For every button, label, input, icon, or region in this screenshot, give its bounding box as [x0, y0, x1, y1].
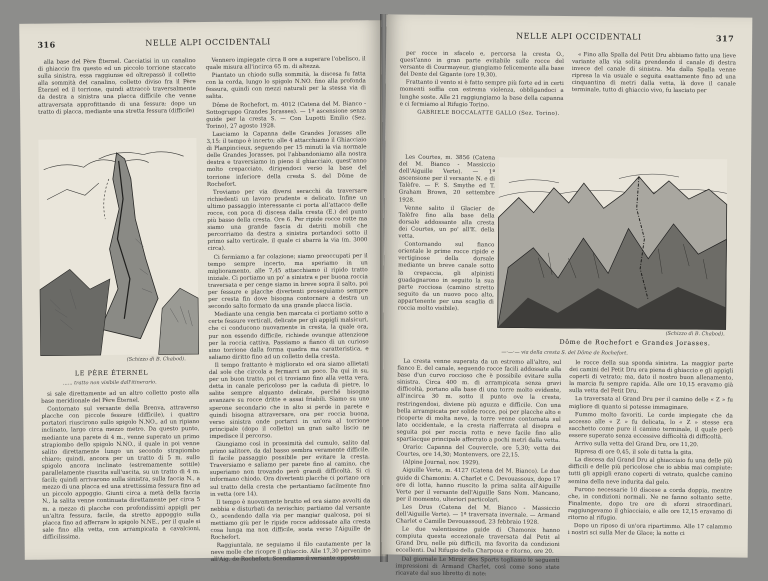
right-col2-top: [572, 52, 736, 97]
paragraph: La traversata al Grand Dru per il camino delle « Z » fu migliore di quanto si potesse immaginare.: [568, 396, 734, 411]
paragraph: Arrivo sulla vetta del Grand Dru, ore 11,20.: [574, 441, 699, 449]
left-figure-subtitle: ...... tratto non visibile dall'itinerario.: [62, 379, 157, 387]
paragraph: Les Courtes, m. 3856 (Catena del M. Bianco - Massiccio dell'Aiguille Verte). — 1ª ascensione per il versante N. e di Talèfre. — F. S. Smythe ed T. Graham Brown, 20 settembre 1928.: [398, 154, 496, 204]
paragraph: Aiguille Verte, m. 4127 (Catena del M. Bianco). Le due guide di Chamonix: A. Charlet e C. Devouassoux, dopo 17 ore di lotta, hanno riuscito la prima salita all'Aiguille Verte per il versante dell'Aiguille Sans Nom. Mancano, per il momento, ulteriori particolari.: [396, 467, 561, 504]
right-page-number: 317: [715, 33, 735, 44]
paragraph: Il tempo frattanto è migliorato ed ora siamo allietati dal sole che circola a fermarci un poco. Da qui in su, per un buon tratto, poi ci troviamo fino alla vetta vera, detta in canale pericoloso per la caduta di pietre, lo salite sempre alquanto delicate, perché bisogna avanzare su rocce dritte e assai friabili. Siamo su uno sperone secondario che in alto si perde in parete e quindi bisogna attraversare, ora per roccia buona, verso sinistra onde portarci in un'ora al torrione principale (dopo il colletto) un gran salto liscio ne impedisce il percorso.: [208, 361, 370, 440]
left-col1-bottom: [41, 390, 201, 543]
right-col1-narrow: [398, 155, 495, 315]
paragraph: si sale direttamente ad un altro colletto posto alla base meridionale del Père Éternel.: [41, 390, 200, 405]
paragraph: « Fino alla Spalla del Petit Dru abbiamo fatto una lieve variante alla via solita prendendo il canale di destra invece del canale di sinistra. Ma dalla Spalla venne ripresa la via usuale e seguita esattamente fino ad una cinquantina di metri dalla vetta, là dove il canale terminale, tutto di ghiaccio vivo, fu lasciato per: [571, 52, 737, 95]
paragraph: Fummo molto favoriti. Le corde impiegate che da accesso alle « Z » fu delicata, lo « Z » stesse era sacchetto come pure il camino terminale, il quale però essere superato senza eccessive difficoltà di difficoltà.: [568, 411, 733, 441]
right-col2-bottom: [568, 360, 734, 540]
left-page-number: 316: [37, 39, 56, 50]
paragraph: Contornando sul fianco orientale le prime rocce ripide e vertiginose della dorsale mediante un breve canale sotto la crepaccia, gli alpinisti guadagnarono in seguito la sua parte rocciosa (camino stretto seguito da un nuovo poco alto, appartenente per una scaglia di roccia molto visibile).: [397, 241, 495, 313]
paragraph: Raggiuntala, ne seguiamo il filo cautamente per la neve molle che ricopre il ghiaccio. Alle 17,30 pervenimo all'Aig. de Rochefort. Scendiamo il versante opposto: [210, 541, 371, 564]
paragraph: Troviamo per via diversi seracchi da traversare richiedenti un lavoro prudente e delicato. Infine un ultimo passaggio interessante ci porta all'attacco delle rocce, con poca di discesa dalla cresta (E.) del punto più basso della cresta. Ore 6. Per ripide rocce rotte ma siamo una grande fascia di detriti mobili che percorriamo da destra a sinistra portandoci sotto il primo salto verticale, il quale ci sbarra la via (m. 3000 circa).: [207, 187, 368, 253]
pere-eternel-sketch: [38, 138, 198, 356]
paragraph: alla base del Père Éternel. Cacciatisi in un canalino di ghiaccio fra questo ed un piccolo torrione staccato sulla sinistra, essa raggiunse ed oltrepassò il colletto alla sommità del canalino, colletto diviso fra il Père Éternel ed il torrione, quindi attraccò traversalmente da destra a sinistra una placca difficile che venne attraversata approfittando di una fessura: dopo un tratto di placca, mediante una stretta fessura (difficile): [37, 58, 197, 116]
paragraph: per rocce in sfacelo e, percorsa la cresta O., quest'anno in gran parte evitabile sulle rocce del versante di Courmayeur, giungiamo felicemente alla base del Dente del Gigante (ore 19,30).: [399, 50, 565, 79]
mountain-sketch-icon: [38, 138, 198, 356]
dome-de-rochefort-sketch: [498, 157, 727, 329]
left-figure-title: LE PÈRE ÉTERNEL: [74, 368, 149, 378]
paragraph: Ripresa di ore 0,45, il sole di tutta la gita.: [574, 449, 694, 457]
right-running-head: NELLE ALPI OCCIDENTALI: [516, 31, 642, 42]
paragraph: Mediante una cengia ben marcata ci portiamo sotto a certe fessure verticali, delicate per gli appigli malsicuri, che ci conducono nuovamente in cresta, la quale ora, pur non essendo difficile, richiede ovunque attenzione per la roccia cattiva. Passiamo a fianco di un curioso sino torrione dalla forma quadra ma caratteristica, e saliamo diritto fino ad un colletto della cresta.: [208, 310, 369, 361]
left-running-head: NELLE ALPI OCCIDENTALI: [145, 37, 271, 48]
paragraph: Lasciamo la Capanna delle Grandes Jorasses alle 3,15: il tempo è incerto; alle 4 attacchiamo il Ghiacciaio di Planpincieux, seguendo per 15 minuti la via normale delle Grandes Jorasses, poi l'abbandoniamo alla nostra destra e traversiamo in pieno il ghiacciaio, quest'anno molto crepacciato, dirigendoci verso la base del torrione inferiore della cresta S. del Dôme de Rochefort.: [206, 130, 367, 188]
paragraph: Le due valentissime guide di Chamonix hanno compiuta questa eccezionale traversata dal Petit al Grand Dru, nelle più difficili, ma favorita da condizioni eccellenti. Dal Rifugio della Charpoua e ritorno, ore 20.: [395, 526, 560, 556]
paragraph: Vennero impiegate circa 8 ore a superare l'obelisco, il quale misura all'incirca 65 m. di altezza.: [205, 56, 366, 72]
paragraph: La discesa dal Grand Dru al ghiacciaio fu una delle più difficili e delle più pericolose che io abbia mai compiute: tutti gli appigli erano coperti di vetrato, qualche camino semina della neve indurita dal gelo.: [568, 457, 733, 486]
paragraph: Piantato un chiodo sulla sommità, la discesa fu fatta con la corda, lungo lo spigolo N.NO. fino alla profonda fessura, quindi con mezzi naturali per la stessa via di salita.: [205, 71, 366, 101]
paragraph: Dôme de Rochefort, m. 4012 (Catena del M. Bianco - Sottogruppo Grandes Jorasses). — 1ª ascensione senza guide per la cresta S. — Con Lupotti Emilio (Sez. Torino), 27 agosto 1928.: [206, 100, 367, 130]
author-signature: GABRIELE BOCCALATTE GALLO (Sez. Torino).: [417, 109, 560, 117]
paragraph: Ci fermiamo a far colazione; siamo preoccupati per il tempo sempre incerto, ma speriamo in un miglioramento, alle 7,45 attacchiamo il ripido tratto iniziale. Ci portiamo un po' a sinistra e per buona roccia traversata e per cenge siamo in breve sopra il salto, poi per fessure e placche divertenti proseguiamo sempre per cresta fin dove bisogna contornare a destra un secondo salto formato da una grande placca liscia.: [207, 252, 369, 311]
paragraph: Dopo un riposo di un'ora ripartimmo. Alle 17 calammo i nostri sci sulla Mer de Glace; la notte ci: [567, 523, 732, 538]
paragraph: le rocce della sua sponda sinistra. La maggior parte dei camini del Petit Dru era piena di ghiaccio e gli appigli coperti di vetrato; ma, dato il nostro buon allenamento, la marcia fu sempre rapida. Alle ore 10,15 eravamo già sulla vetta del Petit Dru.: [569, 360, 734, 396]
paragraph: Il tempo è nuovamente brutto ed ora siamo avvolti da nebbia e disturbati da nevischio; partiamo dal versante O., scendendo dalla via per mangiar qualcosa, poi si mettiamo giù per le ripide rocce addossate alla cresta cosa lunga ma non difficile, sosta verso l'Aiguille de Rochefort.: [210, 497, 371, 542]
right-figure-subtitle: —·—·— via della cresta S. del Dôme de Rochefort.: [501, 349, 628, 357]
right-page: [382, 14, 753, 578]
paragraph: Frattanto il vento si è fatto sempre più forte ed in certi momenti soffia con estrema violenza, obbligandoci a lunghe soste. Alle 21 raggiungiamo la base della capanna e ci fermiamo al Rifugio Torino.: [399, 79, 564, 108]
paragraph: Dal giornale Le Miroir des Sports togliamo le seguenti impressioni di Armand Charlet, così come sono state ricavate dal suo libretto di note:: [395, 556, 560, 578]
right-figure-title: Dôme de Rochefort e Grandes Jorasses.: [559, 337, 711, 348]
paragraph: Furono necessarie 10 discese a corda doppia, mentre che, in condizioni normali. Ne ne fanno soltanto sette. Finalmente, dopo tre ore di sforzi straordinari, raggiungevamo il ghiacciaio, e alle ore 12,15 eravamo di ritorno al rifugio.: [567, 486, 733, 522]
right-figure-credit: (Schizzo di B. Chabod).: [665, 330, 725, 338]
paragraph: Orario: Capanna del Couvercle, ore 5,30; vetta dei Courtes, ore 14,30; Montenvers, ore 22,15.: [396, 444, 561, 459]
right-col1-top: [399, 51, 564, 120]
left-figure-credit: (Schizzo di B. Chabod).: [126, 356, 186, 363]
paragraph: La cresta venne superata da un estremo all'altro, sul fianco E. del canale, seguendo rocce facili addossate alla base d'un curvo roccioso che è possibile evitare sulla sinistra. Circa 400 m. di arrampicata senza gravi difficoltà, portano alla base di una torre molto evidente, all'incirca 30 m. sotto il punto ove la cresta, restringendosi, diviene più aguzza e difficile. Con una bella arrampicata per solide rocce, poi per placche alto e ricoperte di molta neve, la torre venne contornata sul lato occidentale, e la cresta riafferrata al disopra e seguita poi per roccia rotta e neve facile fino allo spartiacque principale afferrato a pochi metri dalla vetta.: [396, 358, 562, 444]
paragraph: Contornato sul versante della Brenva, attraverso placche con piccole fessure (difficile), i quattro portatori riuscirono sullo spigolo N.NO., ad un ripiano inclinato, largo circa mezzo metro. Da questo punto, mediante una parete di 4 m., venne superato un primo strapiombo dello spigolo N.NO., il quale in poi venne salito direttamente lungo un secondo strapiombo chiaro; quindi, ancora per un tratto di 5 m. sullo spigolo ancora inclinato (estremamente sottile) parallelamente riuscita sull'uscita, su un tratto di 4 m. facili; quindi arrivarono sulla sinistra, sulla faccia N., a mezzo di una placca ed una strettissima fessura fino ad un piccolo appoggio. Giunti circa a metà della faccia N., la salita venne continuata direttamente per circa 5 m. a mezzo di placche con profondissimi appigli per un'altra fessura, facile, da stretto appoggio sulla placca fino ad afferrare lo spigolo N.NE., per il quale si sale fino alla vetta, con arrampicata a cavalcioni, difficilissima.: [41, 405, 201, 541]
left-col1-top: [38, 58, 197, 117]
paragraph: Venne salito il Glacier de Talèfre fino alla base della dorsale addossante alla cresta dei Courtes, un po' all'E. della vetta.: [398, 205, 495, 240]
paragraph: Giungiamo così in prossimità del cumulo, salito dal primo salitore, da dal basso sembra veramente difficile. Il facile passaggio possibile per evitare la cresta. Traversiamo e saliamo per parete fino al camino, che superiamo non trovando però grandi difficoltà. Si ci informano chiodo. Ora divertenti placche ci portano ora sul tratto della cresta che pertantiamo facilmente fino in vetta (ore 14).: [209, 440, 371, 498]
paragraph: (Alpine Journal, nov. 1929).: [402, 459, 480, 467]
paragraph: Les Drus (Catena del M. Bianco - Massiccio dell'Aiguille Verte). — 1ª traversata invernale. — Armand Charlet e Camille Devouassoud, 23 febbraio 1928.: [395, 504, 561, 526]
mountain-range-sketch-icon: [498, 157, 727, 329]
right-col1-bottom: [395, 359, 561, 580]
left-col2: [206, 56, 371, 565]
left-page: [19, 20, 387, 564]
